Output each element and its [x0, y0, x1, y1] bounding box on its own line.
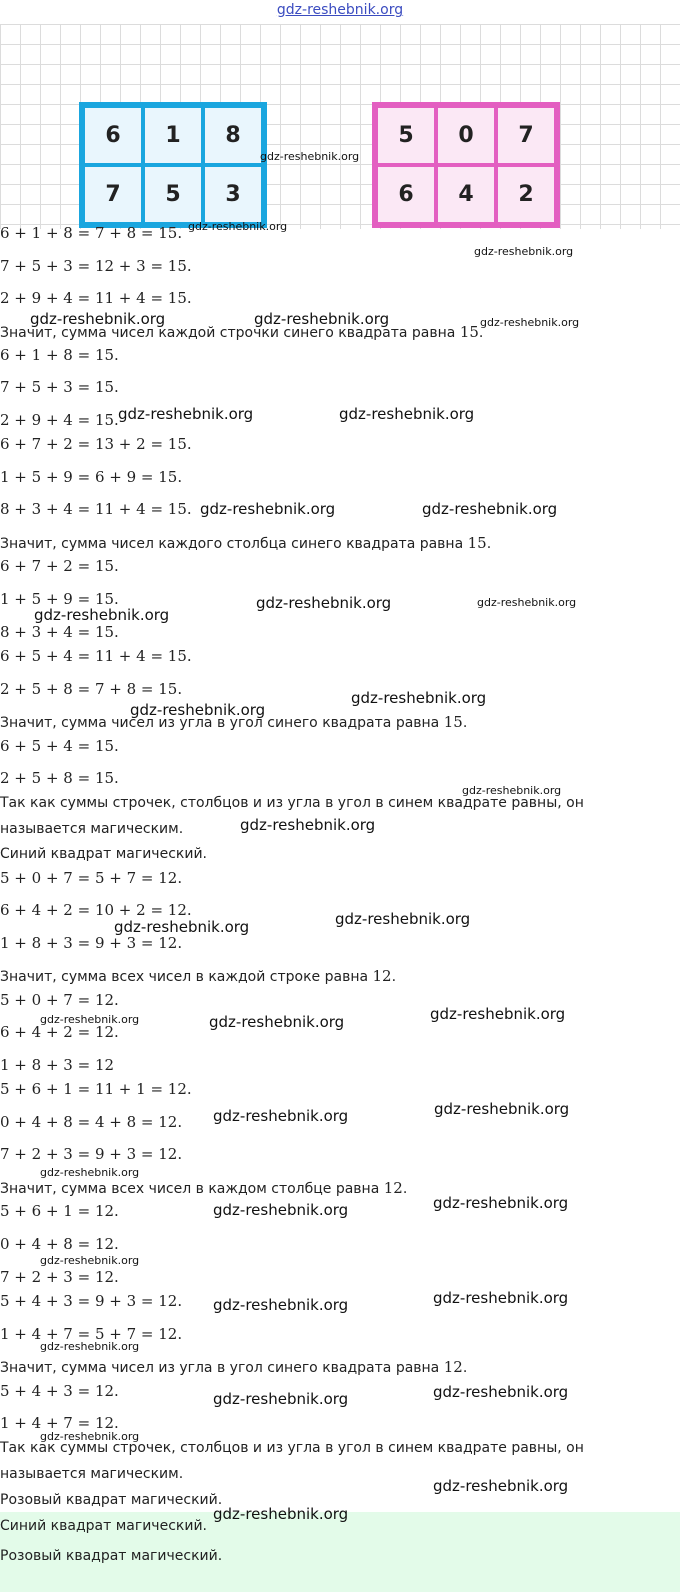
watermark: gdz-reshebnik.org: [213, 1296, 349, 1314]
equation-line: 6 + 1 + 8 = 7 + 8 = 15.: [0, 224, 183, 242]
watermark: gdz-reshebnik.org: [40, 1166, 140, 1179]
blue-cell: 3: [203, 165, 263, 224]
equation-line: 1 + 5 + 9 = 6 + 9 = 15.: [0, 468, 183, 486]
watermark: gdz-reshebnik.org: [433, 1289, 569, 1307]
text-line: Розовый квадрат магический.: [0, 1492, 223, 1508]
equation-line: 6 + 4 + 2 = 10 + 2 = 12.: [0, 901, 192, 919]
watermark: gdz-reshebnik.org: [40, 1254, 140, 1267]
watermark: gdz-reshebnik.org: [118, 405, 254, 423]
watermark: gdz-reshebnik.org: [480, 316, 580, 329]
equation-line: 1 + 4 + 7 = 5 + 7 = 12.: [0, 1325, 183, 1343]
pink-cell: 5: [376, 106, 436, 165]
equation-line: 1 + 8 + 3 = 12: [0, 1056, 115, 1074]
watermark: gdz-reshebnik.org: [430, 1005, 566, 1023]
equation-line: 8 + 3 + 4 = 15.: [0, 623, 119, 641]
equation-line: 0 + 4 + 8 = 12.: [0, 1235, 119, 1253]
equation-line: 7 + 5 + 3 = 15.: [0, 378, 119, 396]
watermark: gdz-reshebnik.org: [256, 594, 392, 612]
conclusion-line: Значит, сумма всех чисел в каждой строке равна 12.: [0, 967, 397, 985]
conclusion-line: Значит, сумма чисел каждой строчки синего квадрата равна 15.: [0, 323, 484, 341]
equation-line: 5 + 4 + 3 = 9 + 3 = 12.: [0, 1292, 183, 1310]
answer-line: Синий квадрат магический.: [0, 1518, 207, 1534]
watermark: gdz-reshebnik.org: [40, 1430, 140, 1443]
equation-line: 5 + 4 + 3 = 12.: [0, 1382, 119, 1400]
text-line: Так как суммы строчек, столбцов и из угла в угол в синем квадрате равны, он: [0, 795, 584, 811]
sum-value: 12: [383, 1179, 403, 1197]
blue-cell: 1: [143, 106, 203, 165]
sum-value: 12: [443, 1358, 463, 1376]
watermark: gdz-reshebnik.org: [335, 910, 471, 928]
equation-line: 6 + 7 + 2 = 13 + 2 = 15.: [0, 435, 192, 453]
blue-cell: 5: [143, 165, 203, 224]
equation-line: 5 + 6 + 1 = 12.: [0, 1202, 119, 1220]
watermark: gdz-reshebnik.org: [40, 1340, 140, 1353]
watermark: gdz-reshebnik.org: [433, 1194, 569, 1212]
pink-cell: 0: [436, 106, 496, 165]
site-link[interactable]: gdz-reshebnik.org: [276, 2, 404, 18]
equation-line: 8 + 3 + 4 = 11 + 4 = 15.: [0, 500, 192, 518]
pink-cell: 6: [376, 165, 436, 224]
conclusion-line: Значит, сумма всех чисел в каждом столбце равна 12.: [0, 1179, 408, 1197]
text-line: Так как суммы строчек, столбцов и из угла в угол в синем квадрате равны, он: [0, 1440, 584, 1456]
sum-value: 15: [443, 713, 463, 731]
watermark: gdz-reshebnik.org: [40, 1013, 140, 1026]
equation-line: 6 + 5 + 4 = 11 + 4 = 15.: [0, 647, 192, 665]
watermark: gdz-reshebnik.org: [260, 150, 360, 163]
equation-line: 0 + 4 + 8 = 4 + 8 = 12.: [0, 1113, 183, 1131]
pink-magic-square: [372, 102, 560, 228]
equation-line: 7 + 2 + 3 = 12.: [0, 1268, 119, 1286]
answer-line: Розовый квадрат магический.: [0, 1548, 223, 1564]
pink-cell: 4: [436, 165, 496, 224]
blue-cell: 6: [83, 106, 143, 165]
watermark: gdz-reshebnik.org: [209, 1013, 345, 1031]
watermark: gdz-reshebnik.org: [434, 1100, 570, 1118]
sum-value: 15: [459, 323, 479, 341]
watermark: gdz-reshebnik.org: [188, 220, 288, 233]
watermark: gdz-reshebnik.org: [240, 816, 376, 834]
equation-line: 6 + 5 + 4 = 15.: [0, 737, 119, 755]
equation-line: 7 + 5 + 3 = 12 + 3 = 15.: [0, 257, 192, 275]
equation-line: 5 + 0 + 7 = 12.: [0, 991, 119, 1009]
watermark: gdz-reshebnik.org: [30, 310, 166, 328]
watermark: gdz-reshebnik.org: [200, 500, 336, 518]
equation-line: 5 + 6 + 1 = 11 + 1 = 12.: [0, 1080, 192, 1098]
conclusion-line: Значит, сумма чисел из угла в угол синего квадрата равна 15.: [0, 713, 468, 731]
watermark: gdz-reshebnik.org: [213, 1107, 349, 1125]
watermark: gdz-reshebnik.org: [422, 500, 558, 518]
equation-line: 2 + 5 + 8 = 7 + 8 = 15.: [0, 680, 183, 698]
conclusion-line: Значит, сумма чисел из угла в угол синего квадрата равна 12.: [0, 1358, 468, 1376]
equation-line: 1 + 5 + 9 = 15.: [0, 590, 119, 608]
watermark: gdz-reshebnik.org: [433, 1383, 569, 1401]
watermark: gdz-reshebnik.org: [130, 701, 266, 719]
equation-line: 5 + 0 + 7 = 5 + 7 = 12.: [0, 869, 183, 887]
text-line: называется магическим.: [0, 1466, 184, 1482]
conclusion-line: Значит, сумма чисел каждого столбца синего квадрата равна 15.: [0, 534, 492, 552]
watermark: gdz-reshebnik.org: [339, 405, 475, 423]
watermark: gdz-reshebnik.org: [213, 1201, 349, 1219]
equation-line: 6 + 4 + 2 = 12.: [0, 1023, 119, 1041]
sum-value: 12: [372, 967, 392, 985]
blue-cell: 7: [83, 165, 143, 224]
watermark: gdz-reshebnik.org: [351, 689, 487, 707]
text-line: называется магическим.: [0, 821, 184, 837]
pink-cell: 2: [496, 165, 556, 224]
watermark: gdz-reshebnik.org: [477, 596, 577, 609]
watermark: gdz-reshebnik.org: [462, 784, 562, 797]
equation-line: 1 + 8 + 3 = 9 + 3 = 12.: [0, 934, 183, 952]
equation-line: 7 + 2 + 3 = 9 + 3 = 12.: [0, 1145, 183, 1163]
blue-cell: 8: [203, 106, 263, 165]
pink-cell: 7: [496, 106, 556, 165]
equation-line: 2 + 9 + 4 = 15.: [0, 411, 119, 429]
watermark: gdz-reshebnik.org: [114, 918, 250, 936]
watermark: gdz-reshebnik.org: [474, 245, 574, 258]
watermark: gdz-reshebnik.org: [254, 310, 390, 328]
watermark: gdz-reshebnik.org: [34, 606, 170, 624]
equation-line: 6 + 7 + 2 = 15.: [0, 557, 119, 575]
equation-line: 1 + 4 + 7 = 12.: [0, 1414, 119, 1432]
watermark: gdz-reshebnik.org: [433, 1477, 569, 1495]
equation-line: 2 + 5 + 8 = 15.: [0, 769, 119, 787]
watermark: gdz-reshebnik.org: [213, 1390, 349, 1408]
blue-magic-square: [79, 102, 267, 228]
equation-line: 6 + 1 + 8 = 15.: [0, 346, 119, 364]
equation-line: 2 + 9 + 4 = 11 + 4 = 15.: [0, 289, 192, 307]
sum-value: 15: [467, 534, 487, 552]
text-line: Синий квадрат магический.: [0, 846, 207, 862]
watermark: gdz-reshebnik.org: [213, 1505, 349, 1523]
